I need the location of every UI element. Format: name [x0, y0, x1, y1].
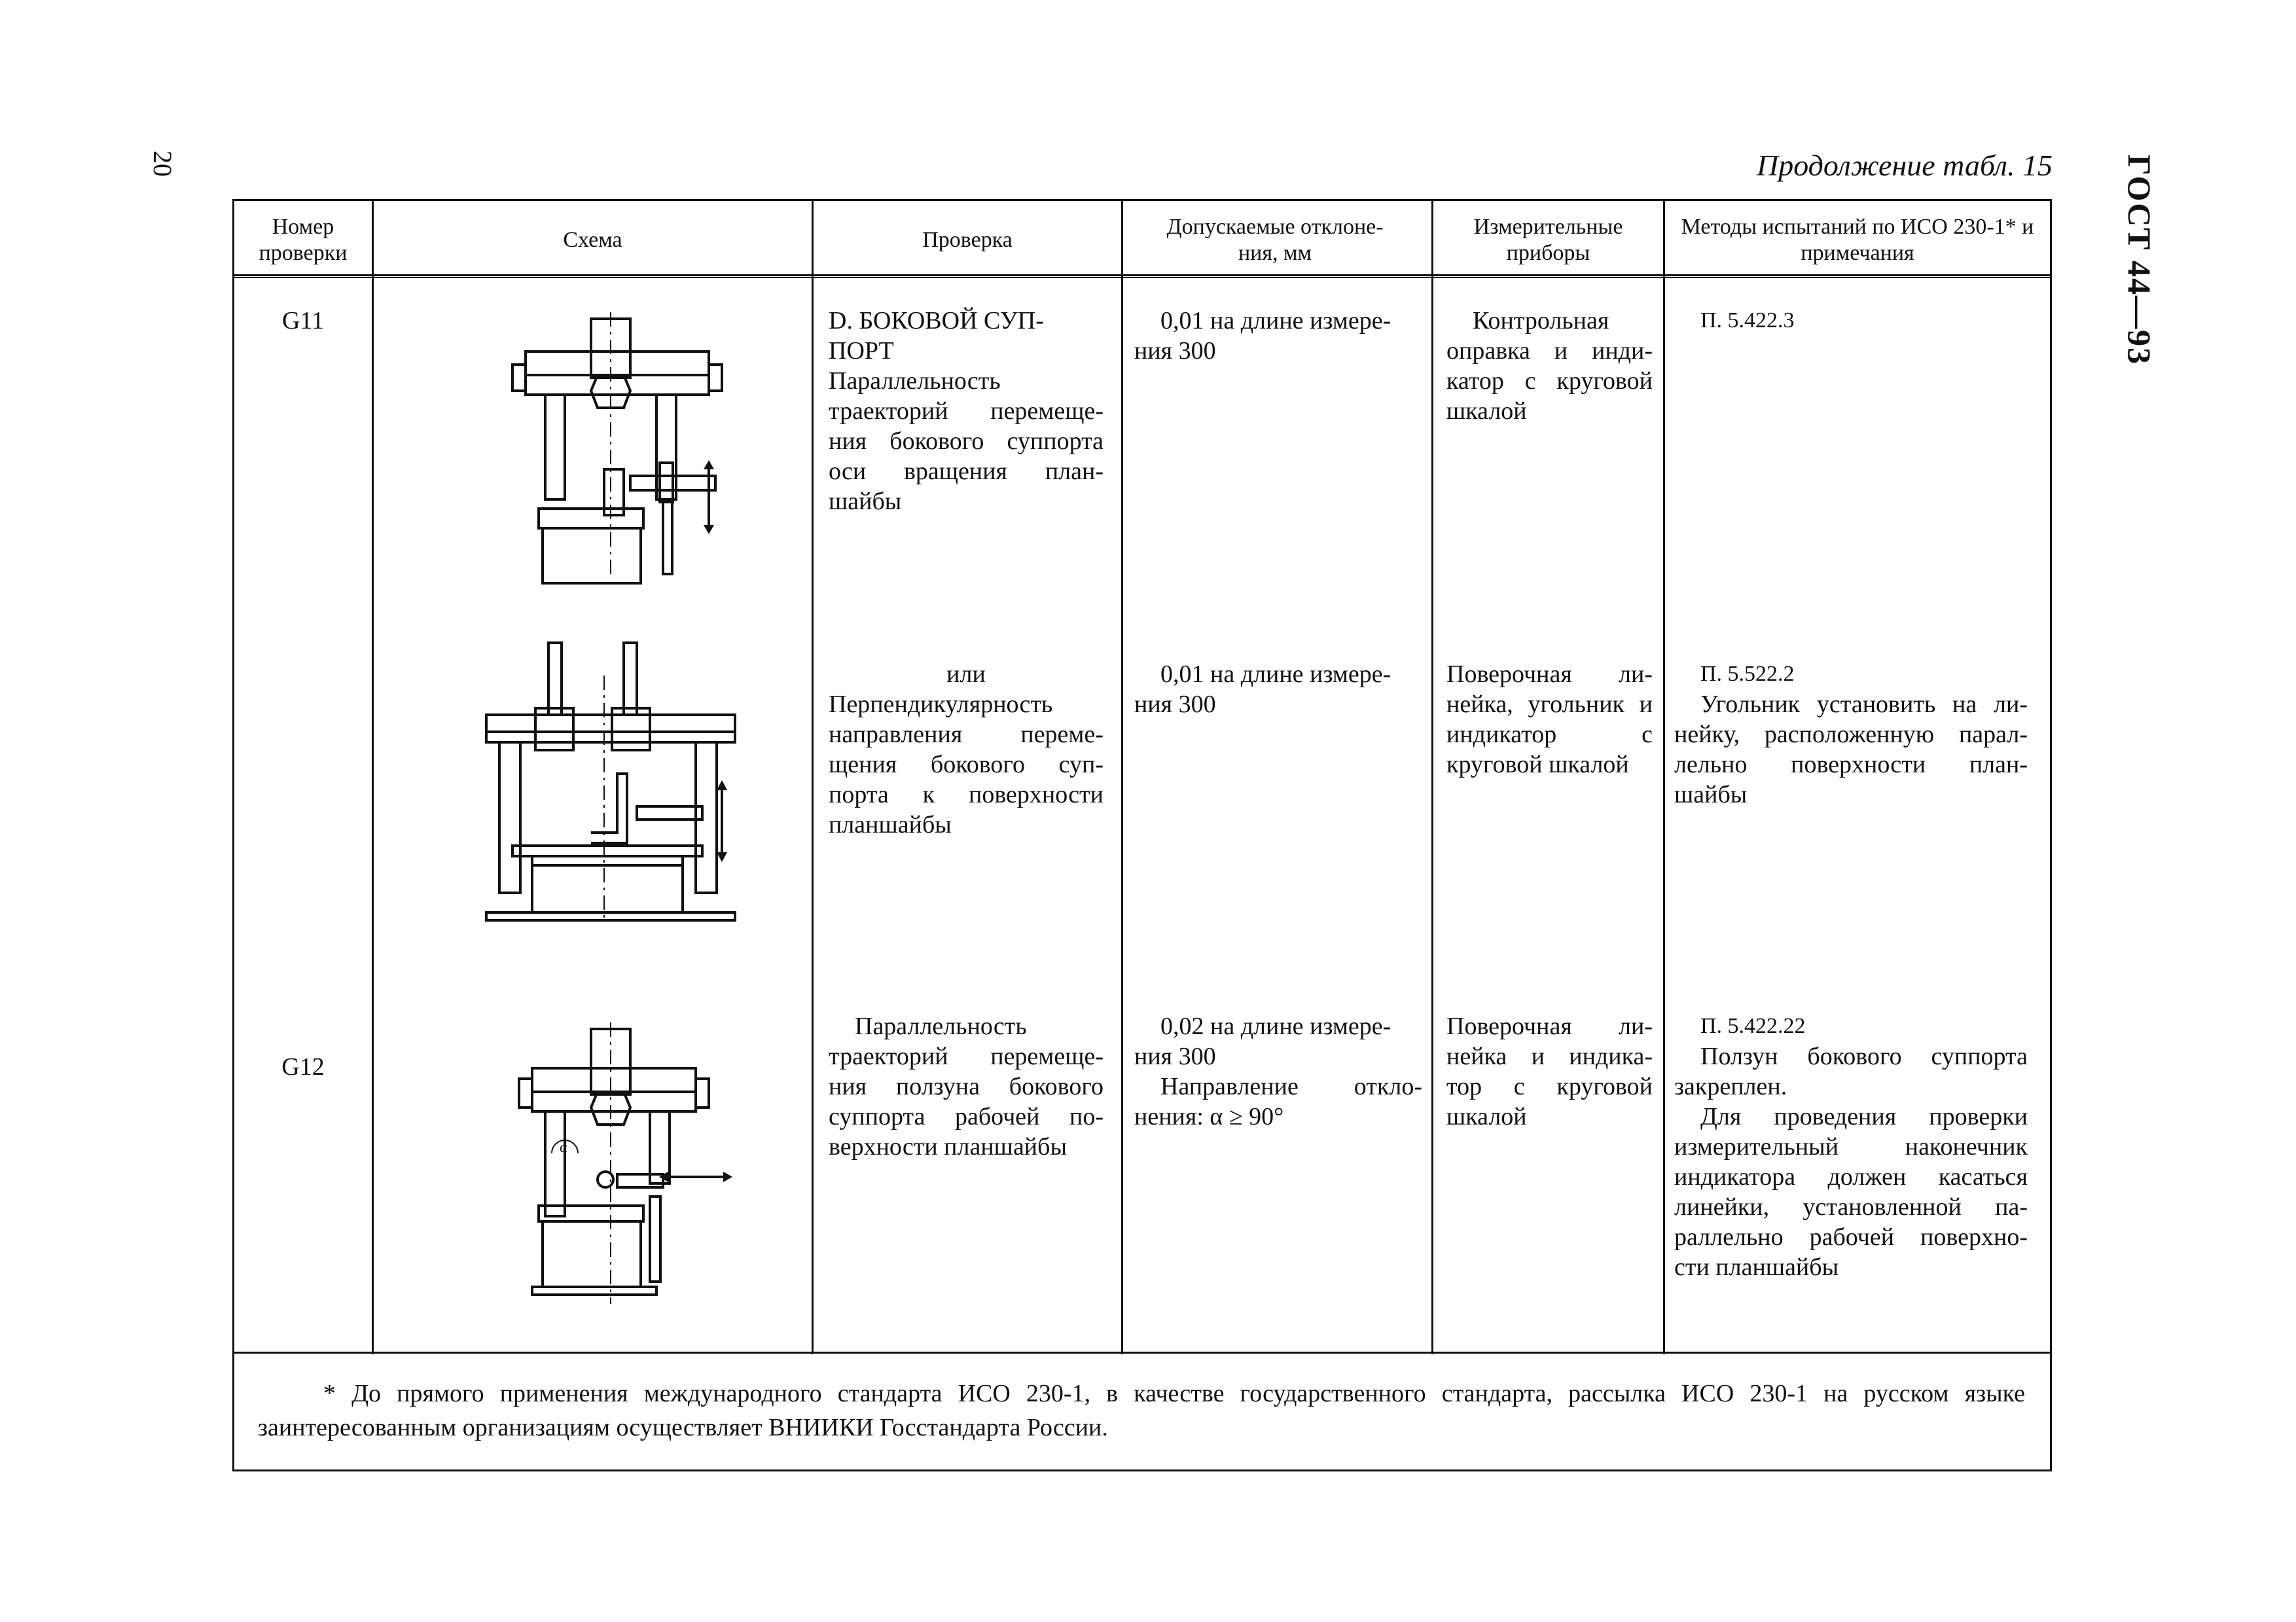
column-divider: [1663, 201, 1665, 1354]
column-divider: [812, 201, 814, 1354]
methods-text: Угольник установить на ли- нейку, расположенную парал- лельно поверхности план- шайбы: [1674, 691, 2028, 808]
tolerance-note: Направление откло- нения: α ≥ 90°: [1134, 1073, 1422, 1130]
tolerance-text: 0,02 на длине измере- ния 300: [1134, 1013, 1391, 1070]
header-number: Номер проверки: [259, 215, 348, 265]
column-divider: [1431, 201, 1433, 1354]
instruments-text: Контрольная оправка и инди- катор с круговой шкалой: [1446, 307, 1653, 425]
header-tolerance: Допускаемые отклоне- ния, мм: [1166, 215, 1384, 265]
methods-ref: П. 5.522.2: [1700, 662, 1795, 686]
header-methods: Методы испытаний по ИСО 230-1* и примечания: [1681, 215, 2034, 265]
row-number: G11: [281, 307, 325, 334]
tolerance-text: 0,01 на длине измере- ния 300: [1134, 660, 1391, 718]
header-instruments: Измерительные приборы: [1473, 215, 1623, 265]
footnote: * До прямого применения международного стандарта ИСО 230-1, в качестве государственного стандарта, рассылка ИСО 230-1 на русском языке заинтересованным организациям осуществляет ВНИИКИ Госстандарта России.: [258, 1380, 2025, 1441]
footnote-separator: [234, 1352, 2050, 1354]
methods-ref: П. 5.422.3: [1700, 308, 1795, 333]
vertical-lathe-side-support-spindle-check-icon: [499, 312, 742, 587]
column-divider: [1121, 201, 1123, 1354]
page-number: 20: [148, 151, 177, 177]
two-column-lathe-square-check-icon: [473, 636, 748, 924]
check-text: Перпендикулярность направления переме- щения бокового суп- порта к поверхности планшайбы: [829, 691, 1103, 838]
instruments-text: Поверочная ли- нейка и индика- тор с круговой шкалой: [1446, 1013, 1653, 1130]
check-text: Параллельность траекторий перемеще- ния ползуна бокового суппорта рабочей по- верхности планшайбы: [829, 1013, 1103, 1161]
document-code: ГОСТ 44—93: [2121, 154, 2158, 366]
running-title: Продолжение табл. 15: [1757, 149, 2053, 182]
vertical-lathe-slider-check-icon: [499, 1022, 742, 1310]
specification-table: [232, 199, 2052, 1471]
check-prefix: или: [946, 660, 986, 688]
methods-ref: П. 5.422.22: [1700, 1014, 1806, 1038]
svg-text:α: α: [560, 1139, 567, 1155]
methods-note: Ползун бокового суппорта закреплен.: [1674, 1043, 2028, 1100]
instruments-text: Поверочная ли- нейка, угольник и индикатор с круговой шкалой: [1446, 660, 1653, 778]
methods-note: Для проведения проверки измерительный наконечник индикатора должен касаться линейки, установленной па- раллельно рабочей поверхно- сти планшайбы: [1674, 1103, 2028, 1281]
tolerance-text: 0,01 на длине измере- ния 300: [1134, 307, 1391, 365]
row-number: G12: [281, 1053, 325, 1081]
check-heading: D. БОКОВОЙ СУП- ПОРТ: [829, 307, 1044, 365]
check-text: Параллельность траекторий перемеще- ния бокового суппорта оси вращения план- шайбы: [829, 367, 1103, 515]
header-schema: Схема: [563, 228, 622, 252]
column-divider: [372, 201, 374, 1354]
header-check: Проверка: [922, 228, 1013, 252]
